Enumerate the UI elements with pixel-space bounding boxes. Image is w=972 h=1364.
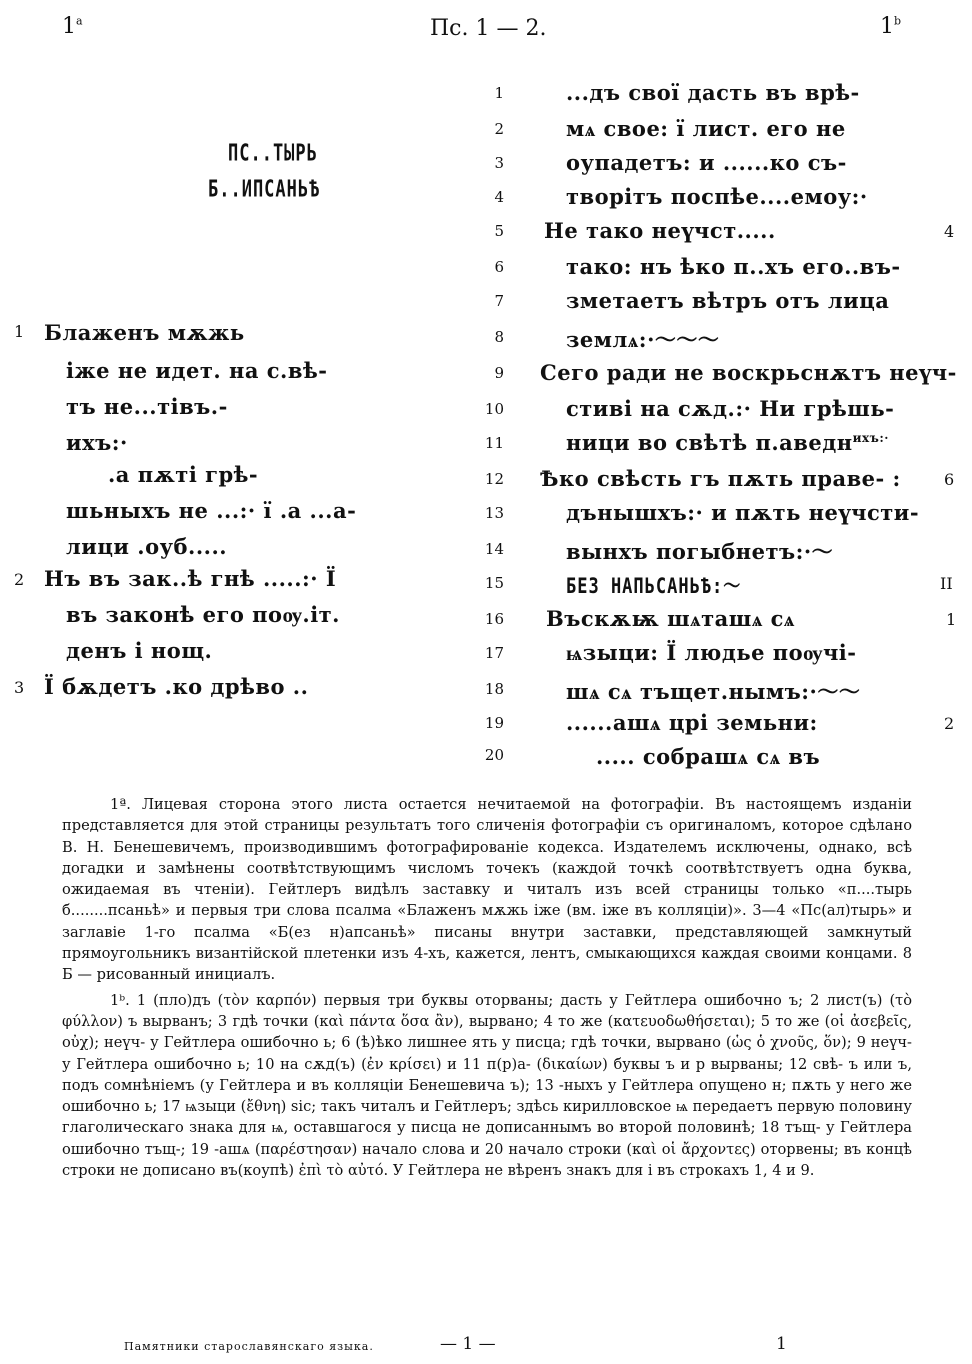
line-number: 14	[484, 540, 504, 558]
line-number: 5	[494, 222, 504, 240]
verse-number: 6	[944, 470, 955, 489]
text-line: іже не идет. на с.вѣ-	[66, 358, 328, 383]
right-folio-mark: 1$^b$	[880, 14, 902, 39]
line-number: 12	[484, 470, 504, 488]
page-number-right: 1	[776, 1334, 787, 1354]
text-line: ници во свѣтѣ п.аведн$^{ихъ:\cdot}$	[566, 430, 889, 455]
line-number: 19	[484, 714, 504, 732]
verse-number: 1	[946, 610, 957, 629]
footnote-1b: 1ᵇ. 1 (пло)дъ (τὸν καρπόν) первыя три буквы оторваны; дасть у Гейтлера ошибочно ъ; 2 лист(ъ) (τὸ φύλλον) ъ вырванъ; 3 гдѣ точки (καὶ πάντα ὅσα ἂν), вырвано; 4 то же (κατευοδωθήσεται); 5 то же (οἱ ἀσεβεῖς, οὐχ); неүч- у Гейтлера ошибочно ь; 6 (ѣ)ѣко лишнее ять у писца; гдѣ точки, вырвано (ὡς ὁ χνοῦς, ὅν); 9 неүч- у Гейтлера ошибочно ь; 10 на сѫд(ъ) (ἐν κρίσει) и 11 п(р)а- (δικαίων) буквы ъ и р вырваны; 12 свѣ- ъ или ъ, подъ сомнѣніемъ (у Гейтлера и въ колляціи Бенешевича ъ); 13 -ныхъ у Гейтлера опущено н; пѫть у него же ошибочно ь; 17 ѩзыци (ἔθνη) sic; такъ читалъ и Гейтлеръ; здѣсь кирилловское ѩ передаетъ первую половину глаголическаго знака для ѩ, оставшагося у писца не дописаннымъ во второй половинѣ; 18 тъщ- у Гейтлера ошибочно тъщ-; 19 -ашѧ (παρέστησαν) начало слова и 20 начало строки (καὶ οἱ ἄρχοντες) оторвены; въ концѣ строки не дописано въ(коупѣ) ἐπὶ τὸ αὐτό. У Гейтлера не вѣренъ знакъ для і въ строкахъ 1, 4 и 9.	[62, 991, 912, 1180]
line-number: 8	[494, 328, 504, 346]
footnotes	[62, 794, 912, 1181]
text-line: оупадетъ: и ......ко съ-	[566, 150, 847, 175]
verse-number: 3	[14, 678, 25, 697]
text-line: ѩзыци: Ї людье поѹчі-	[566, 640, 857, 665]
text-line: денъ і нощ.	[66, 638, 213, 663]
line-number: 16	[484, 610, 504, 628]
text-line: Ѣко свѣсть гъ пѫть праве- :	[540, 466, 901, 491]
text-line: землѧ:·～～～	[566, 327, 720, 352]
line-number: 7	[494, 292, 504, 310]
text-line: ...дъ свої дасть въ врѣ-	[566, 80, 860, 105]
verse-number: II	[940, 574, 953, 593]
line-number: 20	[484, 746, 504, 764]
footnote-1a: 1ª. Лицевая сторона этого листа остается нечитаемой на фотографіи. Въ настоящемъ изданіи представляется для этой страницы результатъ того сличенія фотографіи съ оригиналомъ, которое сдѣлано В. Н. Бенешевичемъ, производившимъ фотографированіе кодекса. Издателемъ исключены, однако, всѣ догадки и замѣнены соотвѣтствующимъ числомъ точекъ (каждой точкѣ соотвѣтствуетъ одна буква, ожидаемая въ чтеніи). Гейтлеръ видѣлъ заставку и читалъ изъ всей страницы только «п....тырь б........псаньѣ» и первыя три слова псалма «Блаженъ мѫжь іже (вм. іже въ колляціи)». 3—4 «Пс(ал)тырь» и заглавіе 1-го псалма «Б(ез н)апсаньѣ» писаны внутри заставки, представляющей замкнутый прямоугольникъ византійской плетенки изъ 4-хъ, кажется, лентъ, смыкающихся каждая своими концами. 8 Б — рисованный инициалъ.	[62, 796, 912, 984]
series-title: Памятники старославянскаго языка.	[124, 1340, 374, 1353]
text-line: Въскѫѭ шѧташѧ сѧ	[546, 606, 795, 631]
page-title: Пс. 1 — 2.	[430, 16, 547, 41]
verse-number: 2	[944, 714, 955, 733]
verse-number: 2	[14, 570, 25, 589]
line-number: 4	[494, 188, 504, 206]
line-number: 17	[484, 644, 504, 662]
text-line: ..... собрашѧ сѧ въ	[596, 744, 821, 769]
text-line: шьныхъ не ...:· ї .а ...а-	[66, 498, 357, 523]
text-line: тъ не...тівъ.-	[66, 394, 228, 419]
line-number: 18	[484, 680, 504, 698]
verse-number: 1	[14, 322, 25, 341]
verse-number: 4	[944, 222, 955, 241]
text-line: шѧ сѧ тъщет.нымъ:·～～	[566, 679, 861, 704]
text-line: ихъ:·	[66, 430, 128, 455]
text-line: мѧ свое: ї лист. его не	[566, 116, 846, 141]
text-line: Ї бѫдетъ .ко дрѣво ..	[44, 674, 309, 699]
line-number: 2	[494, 120, 504, 138]
psalter-title-line1: ПС..ТЫРЬ	[228, 140, 318, 167]
line-number: 15	[484, 574, 504, 592]
left-folio-mark: 1$^a$	[62, 14, 83, 39]
text-line: вынхъ погыбнетъ:·～	[566, 539, 834, 564]
text-line: зметаетъ вѣтръ отъ лица	[566, 288, 890, 313]
line-number: 9	[494, 364, 504, 382]
text-line: въ законѣ его поѹ.іт.	[66, 602, 340, 627]
text-line: ......ашѧ црі земьни:	[566, 710, 818, 735]
text-line: стиві на сѫд.:· Ни грѣшь-	[566, 396, 895, 421]
line-number: 13	[484, 504, 504, 522]
text-line: БЕЗ НАПЬСАНЬѢ:～	[566, 574, 742, 600]
text-line: Блаженъ мѫжь	[44, 320, 245, 345]
text-line: Сего ради не воскрьснѫтъ неүч-	[540, 360, 957, 385]
line-number: 10	[484, 400, 504, 418]
text-line: .а пѫті грѣ-	[108, 462, 259, 487]
text-line: лици .оуб.....	[66, 534, 228, 559]
text-line: творітъ поспѣе....емоу:·	[566, 184, 868, 209]
text-line: дънышхъ:· и пѫть неүчсти-	[566, 500, 920, 525]
text-line: Не тако неүчст.....	[544, 218, 776, 243]
text-line: тако: нъ ѣко п..хъ его..въ-	[566, 254, 901, 279]
line-number: 3	[494, 154, 504, 172]
line-number: 1	[494, 84, 504, 102]
text-line: Нъ въ зак..ѣ гнѣ .....:· Ї	[44, 566, 337, 591]
line-number: 11	[484, 434, 504, 452]
line-number: 6	[494, 258, 504, 276]
psalter-title-line2: Б..ИПСАНЬѢ	[208, 176, 321, 203]
page-number-center: — 1 —	[440, 1334, 496, 1354]
